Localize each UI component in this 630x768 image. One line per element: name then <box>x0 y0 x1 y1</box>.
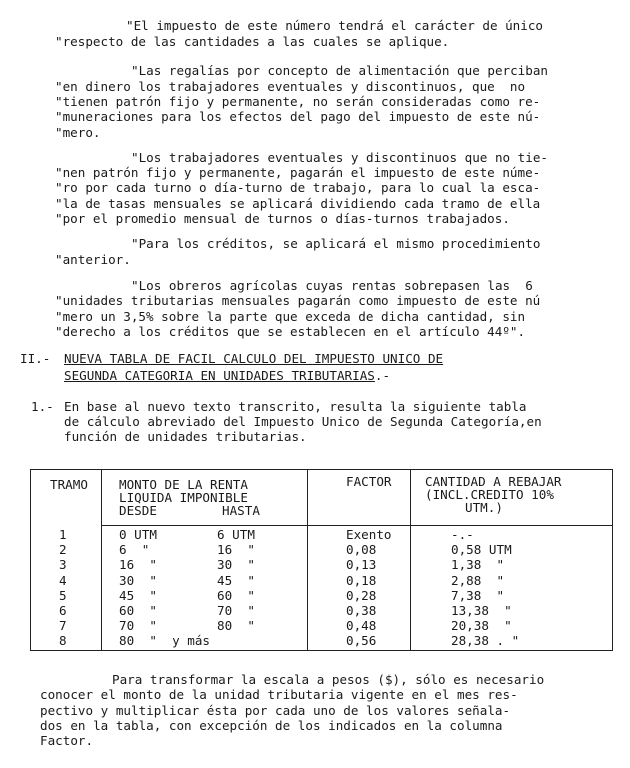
table-header-rule <box>101 525 612 526</box>
section-number: II.- <box>20 351 51 366</box>
paragraph-2-line-2: "en dinero los trabajadores eventuales y discontinuos, que no <box>55 79 526 94</box>
cell-tramo: 8 <box>59 633 67 649</box>
item-line-3: función de unidades tributarias. <box>64 429 307 444</box>
section-title-line-2: SEGUNDA CATEGORIA EN UNIDADES TRIBUTARIAS <box>64 368 375 383</box>
cell-tramo: 1 <box>59 527 67 542</box>
cell-hasta: 30 " <box>217 557 255 573</box>
cell-factor: 0,48 <box>346 618 377 634</box>
cell-factor: 0,38 <box>346 603 377 618</box>
cell-tramo: 4 <box>59 572 67 588</box>
closing-line-4: dos en la tabla, con excepción de los indicados en la columna <box>40 718 503 733</box>
cell-hasta: 6 UTM <box>217 527 255 542</box>
cell-tramo: 2 <box>59 542 67 558</box>
closing-line-2: conocer el monto de la unidad tributaria vigente en el mes res- <box>40 687 518 702</box>
header-cantidad-line-1: CANTIDAD A REBAJAR <box>425 474 562 489</box>
paragraph-5-line-2: "unidades tributarias mensuales pagarán como impuesto de este nú <box>55 293 541 308</box>
cell-hasta: 60 " <box>217 587 255 603</box>
header-factor: FACTOR <box>346 474 392 489</box>
header-monto-line-1: MONTO DE LA RENTA <box>119 477 248 492</box>
closing-line-5: Factor. <box>40 733 94 748</box>
cell-factor: 0,18 <box>346 572 377 588</box>
paragraph-2-line-1: "Las regalías por concepto de alimentación que perciban <box>131 63 549 78</box>
paragraph-1-line-1: "El impuesto de este número tendrá el carácter de único <box>126 18 544 33</box>
cell-hasta: 70 " <box>217 603 255 618</box>
item-line-2: de cálculo abreviado del Impuesto Unico de Segunda Categoría,en <box>64 414 542 429</box>
section-title-line-2-wrap <box>64 368 390 383</box>
cell-desde: 60 " <box>119 603 157 618</box>
paragraph-1-line-2: "respecto de las cantidades a las cuales se aplique. <box>55 34 450 49</box>
cell-tramo: 3 <box>59 557 67 573</box>
cell-tramo: 6 <box>59 603 67 618</box>
cell-desde: 16 " <box>119 557 157 573</box>
header-desde: DESDE <box>119 503 157 518</box>
paragraph-3-line-4: "la de tasas mensuales se aplicará dividiendo cada tramo de ella <box>55 196 541 211</box>
cell-desde: 30 " <box>119 572 157 588</box>
cell-rebajar: 13,38 " <box>451 603 512 618</box>
table-divider <box>101 470 102 650</box>
tax-table <box>30 469 613 651</box>
header-cantidad-line-2: (INCL.CREDITO 10% <box>425 487 554 502</box>
cell-desde: 6 " <box>119 542 150 558</box>
section-title-line-1: NUEVA TABLA DE FACIL CALCULO DEL IMPUESTO UNICO DE <box>64 351 444 366</box>
cell-hasta: 16 " <box>217 542 255 558</box>
cell-desde: 80 " y más <box>119 633 210 649</box>
cell-factor: 0,13 <box>346 557 377 573</box>
paragraph-2-line-3: "tienen patrón fijo y permanente, no serán consideradas como re- <box>55 94 541 109</box>
paragraph-4-line-2: "anterior. <box>55 252 131 267</box>
paragraph-5-line-4: "derecho a los créditos que se establecen en el artículo 44º". <box>55 324 526 339</box>
cell-factor: 0,28 <box>346 587 377 603</box>
closing-line-1: Para transformar la escala a pesos ($), sólo es necesario <box>112 672 545 687</box>
item-line-1: En base al nuevo texto transcrito, resulta la siguiente tabla <box>64 399 527 414</box>
paragraph-3-line-2: "nen patrón fijo y permanente, pagarán el impuesto de este núme- <box>55 165 541 180</box>
cell-desde: 70 " <box>119 618 157 634</box>
cell-rebajar: 28,38 . " <box>451 633 520 649</box>
closing-line-3: pectivo y multiplicar ésta por cada uno de los valores señala- <box>40 703 511 718</box>
table-divider <box>410 470 411 650</box>
table-divider <box>307 470 308 650</box>
cell-hasta: 80 " <box>217 618 255 634</box>
paragraph-2-line-4: "muneraciones para los efectos del pago del impuesto de este nú- <box>55 109 541 124</box>
cell-factor: 0,08 <box>346 542 377 558</box>
header-monto-line-2: LIQUIDA IMPONIBLE <box>119 490 248 505</box>
section-title-suffix: .- <box>374 368 391 383</box>
cell-desde: 45 " <box>119 587 157 603</box>
cell-rebajar: 0,58 UTM <box>451 542 512 558</box>
paragraph-3-line-1: "Los trabajadores eventuales y discontinuos que no tie- <box>131 150 549 165</box>
cell-rebajar: 2,88 " <box>451 572 505 588</box>
paragraph-5-line-1: "Los obreros agrícolas cuyas rentas sobrepasen las 6 <box>131 278 533 293</box>
cell-rebajar: 7,38 " <box>451 587 505 603</box>
paragraph-4-line-1: "Para los créditos, se aplicará el mismo procedimiento <box>131 236 541 251</box>
item-number: 1.- <box>31 399 54 414</box>
cell-factor: Exento <box>346 527 392 542</box>
cell-tramo: 7 <box>59 618 67 634</box>
header-hasta: HASTA <box>222 503 260 518</box>
cell-rebajar: -.- <box>451 527 474 542</box>
paragraph-3-line-3: "ro por cada turno o día-turno de trabajo, para lo cual la esca- <box>55 180 541 195</box>
cell-rebajar: 20,38 " <box>451 618 512 634</box>
cell-rebajar: 1,38 " <box>451 557 505 573</box>
cell-hasta: 45 " <box>217 572 255 588</box>
cell-factor: 0,56 <box>346 633 377 649</box>
header-tramo: TRAMO <box>50 477 88 492</box>
paragraph-3-line-5: "por el promedio mensual de turnos o días-turnos trabajados. <box>55 211 510 226</box>
cell-tramo: 5 <box>59 587 67 603</box>
header-cantidad-line-3: UTM.) <box>465 500 503 515</box>
cell-desde: 0 UTM <box>119 527 157 542</box>
paragraph-5-line-3: "mero un 3,5% sobre la parte que exceda de dicha cantidad, sin <box>55 309 526 324</box>
paragraph-2-line-5: "mero. <box>55 125 101 140</box>
